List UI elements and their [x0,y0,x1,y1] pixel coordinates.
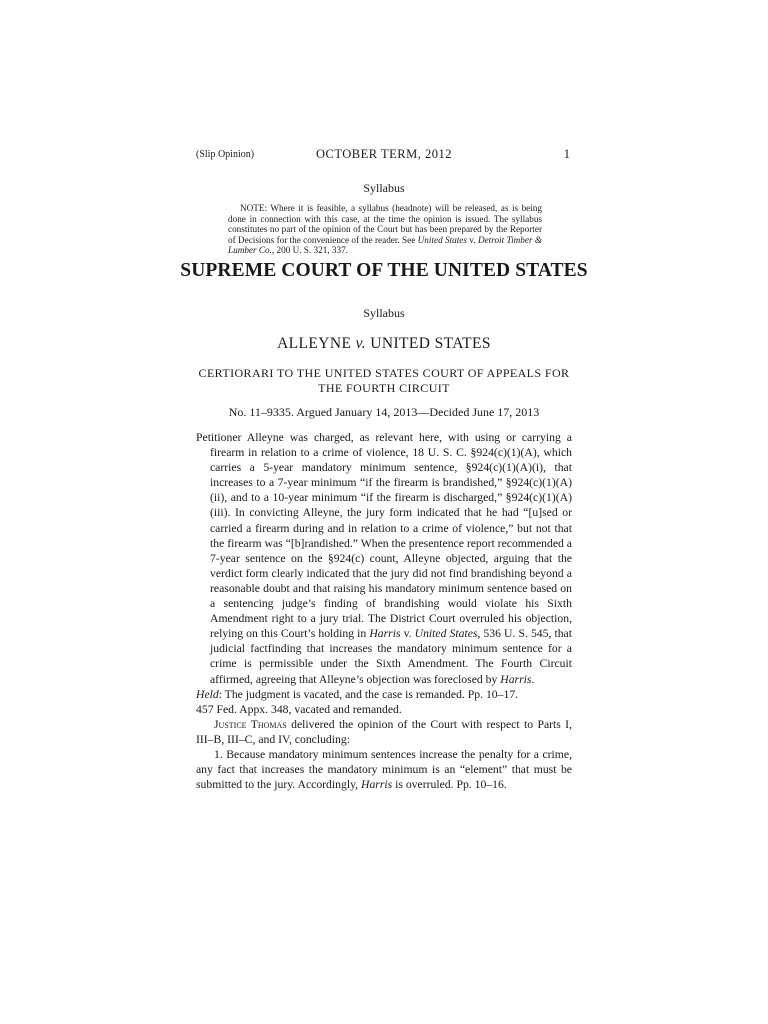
justice-paragraph [196,717,572,747]
held-text: : The judgment is vacated, and the case is remanded. Pp. 10–17. [218,687,519,701]
point1-text: 1. Because mandatory minimum sentences increase the penalty for a crime, any fact that increases the mandatory minimum is an “element” that must be submitted to the jury. Accordingly, [196,747,572,792]
page-number: 1 [563,147,570,161]
facts-paragraph [196,430,572,687]
respondent-name: UNITED STATES [370,335,491,352]
note-citation-case: United States [417,234,467,245]
justice-text: delivered the opinion of the Court with respect to Parts I, III–B, III–C, and IV, concluding: [196,717,572,746]
harris-citation-end: Harris [500,672,532,686]
note-text: NOTE: Where it is feasible, a syllabus (headnote) will be released, as is being done in connection with this case, at the time the opinion is issued. The syllabus constitutes no part of the opinion of the Court but has been prepared by the Reporter of Decisions for the convenience of the reader. See [228,203,542,245]
syllabus-heading: Syllabus [363,306,405,320]
note-citation-v: v. [466,234,478,245]
facts-text: Petitioner Alleyne was charged, as relevant here, with using or carrying a firearm in relation to a crime of violence, 18 U. S. C. §924(c)(1)(A), which carries a 5-year mandatory minimum sentence, §924(c)(1)(A)(i), that increases to a 7-year minimum “if the firearm is brandished,” §924(c)(1)(A)(ii), and to a 10-year minimum “if the firearm is discharged,” §924(c)(1)(A)(iii). In convicting Alleyne, the jury form indicated that he had “[u]sed or carried a firearm during and in relation to a crime of violence,” but not that the firearm was “[b]randished.” When the presentence report recommended a 7-year sentence on the §924(c) count, Alleyne objected, arguing that the verdict form clearly indicated that the jury did not find brandishing beyond a reasonable doubt and that raising his mandatory minimum sentence based on a sentencing judge’s finding of brandishing would violate his Sixth Amendment right to a jury trial. The District Court overruled his objection, relying on this Court’s holding in [196,431,572,641]
syllabus-body [196,430,572,792]
harris-v: v. [400,627,415,641]
held-paragraph [196,687,572,702]
note-citation-rest: , 200 U. S. 321, 337. [271,245,348,256]
slip-opinion-label: (Slip Opinion) [196,149,255,160]
point1-text-end: is overruled. Pp. 10–16. [392,778,507,792]
point1-harris: Harris [361,778,393,792]
court-name: SUPREME COURT OF THE UNITED STATES [180,260,588,281]
certiorari-line: CERTIORARI TO THE UNITED STATES COURT OF APPEALS FOR THE FOURTH CIRCUIT [198,366,570,395]
petitioner-name: ALLEYNE [277,335,352,352]
facts-text-end: . [531,672,535,686]
syllabus-heading-top: Syllabus [363,181,405,195]
running-head [196,147,572,165]
holding-point-1 [196,747,572,792]
disposition-paragraph: 457 Fed. Appx. 348, vacated and remanded. [196,702,402,716]
term-label: OCTOBER TERM, 2012 [316,147,452,161]
note-citation-party: Detroit Timber & Lumber Co. [228,234,543,256]
facts-text-continued: , 536 U. S. 545, that judicial factfinding that increases the mandatory minimum sentence for a crime is permissible under the Sixth Amendment. The Fourth Circuit affirmed, agreeing that Alleyne’s objection was foreclosed by [210,627,572,686]
case-title [0,335,768,353]
justice-name: Justice Thomas [214,717,287,731]
reporter-note [228,203,542,256]
docket-line: No. 11–9335. Argued January 14, 2013—Decided June 17, 2013 [228,405,540,419]
versus-label: v. [355,335,367,352]
harris-citation: Harris [369,627,401,641]
harris-party: United States [414,627,478,641]
held-label: Held [196,687,219,701]
